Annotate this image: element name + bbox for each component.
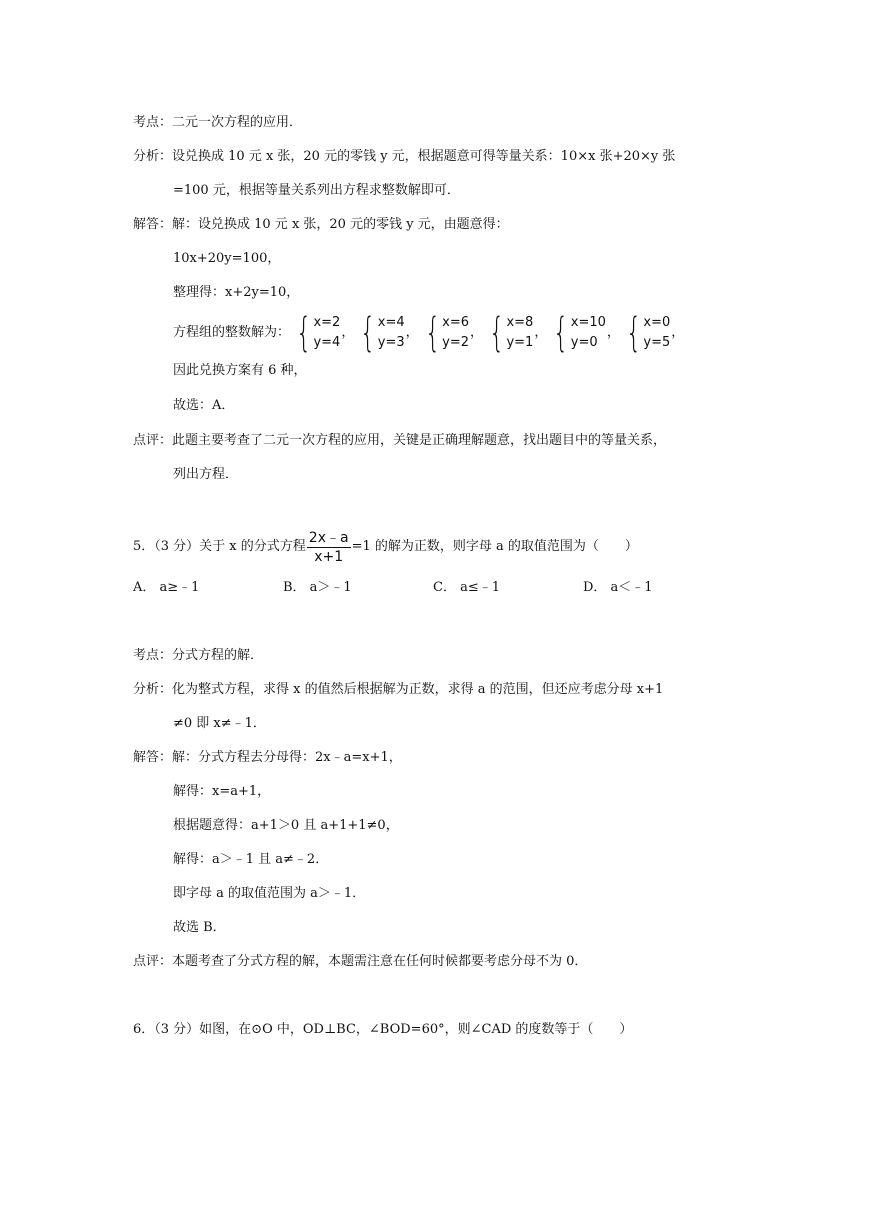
q4-solutions-label: 方程组的整数解为： — [173, 325, 291, 340]
solution-system: { x=0 y=5 — [626, 310, 671, 356]
solution-system: { x=8 y=1 — [489, 310, 534, 356]
q5-jieda-line6: 故选 B． — [173, 920, 226, 935]
q5-stem-before: 5．（3 分）关于 x 的分式方程 — [133, 539, 306, 554]
q4-jieda-line3: 整理得：x+2y=10， — [173, 285, 300, 300]
q4-fenxi-line1: 分析：设兑换成 10 元 x 张，20 元的零钱 y 元，根据题意可得等量关系：10×x 张+20×y 张 — [133, 149, 676, 164]
solution-system: { x=2 y=4 — [296, 310, 341, 356]
q5-option-c: C． a≤﹣1 — [433, 580, 500, 595]
q5-jieda-line5: 即字母 a 的取值范围为 a＞﹣1． — [173, 886, 366, 901]
q4-dianping-line1: 点评：此题主要考查了二元一次方程的应用，关键是正确理解题意，找出题目中的等量关系， — [133, 433, 667, 448]
q4-jieda-line6: 故选：A． — [173, 398, 235, 413]
solution-system: { x=4 y=3 — [360, 310, 405, 356]
q5-stem-after: =1 的解为正数，则字母 a 的取值范围为（ ） — [351, 539, 638, 554]
q5-stem — [133, 527, 638, 567]
q5-option-a: A． a≥﹣1 — [133, 580, 200, 595]
fraction-numerator: 2x﹣a — [308, 529, 349, 546]
q5-jieda-line1: 解答：解：分式方程去分母得：2x﹣a=x+1， — [133, 750, 402, 765]
q5-jieda-line2: 解得：x=a+1， — [173, 784, 271, 799]
q5-option-b: B． a＞﹣1 — [283, 580, 352, 595]
q4-dianping-line2: 列出方程． — [173, 467, 239, 482]
q4-jieda-line1: 解答：解：设兑换成 10 元 x 张，20 元的零钱 y 元，由题意得： — [133, 217, 509, 232]
q5-kaodian: 考点：分式方程的解． — [133, 648, 264, 663]
q5-jieda-line3: 根据题意得：a+1＞0 且 a+1+1≠0， — [173, 818, 399, 833]
fraction-denominator: x+1 — [314, 548, 344, 565]
q4-kaodian: 考点：二元一次方程的应用． — [133, 115, 303, 130]
q4-jieda-line5: 因此兑换方案有 6 种， — [173, 363, 307, 378]
q4-fenxi-line2: =100 元，根据等量关系列出方程求整数解即可． — [173, 183, 460, 198]
q6-stem: 6．（3 分）如图，在⊙O 中，OD⊥BC，∠BOD=60°，则∠CAD 的度数等于（ ） — [133, 1022, 633, 1037]
q5-dianping: 点评：本题考查了分式方程的解，本题需注意在任何时候都要考虑分母不为 0． — [133, 954, 588, 969]
solution-system: { x=6 y=2 — [424, 310, 469, 356]
q5-jieda-line4: 解得：a＞﹣1 且 a≠﹣2． — [173, 852, 329, 867]
q5-fenxi-line1: 分析：化为整式方程，求得 x 的值然后根据解为正数，求得 a 的范围，但还应考虑分母 x+1 — [133, 682, 664, 697]
solution-system: { x=10 y=0 — [553, 310, 606, 356]
q5-fenxi-line2: ≠0 即 x≠﹣1． — [173, 716, 266, 731]
q4-integer-solutions: 方程组的整数解为： { x=2 y=4 ， { x=4 y=3 ， { x=6 y=2 ， { x=8 y=1 ， { x=10 y=0 ， { x=0 y=5 ， — [173, 310, 685, 356]
q4-jieda-line2: 10x+20y=100， — [173, 251, 281, 266]
q5-option-d: D． a＜﹣1 — [583, 580, 653, 595]
q5-fraction — [307, 529, 351, 566]
